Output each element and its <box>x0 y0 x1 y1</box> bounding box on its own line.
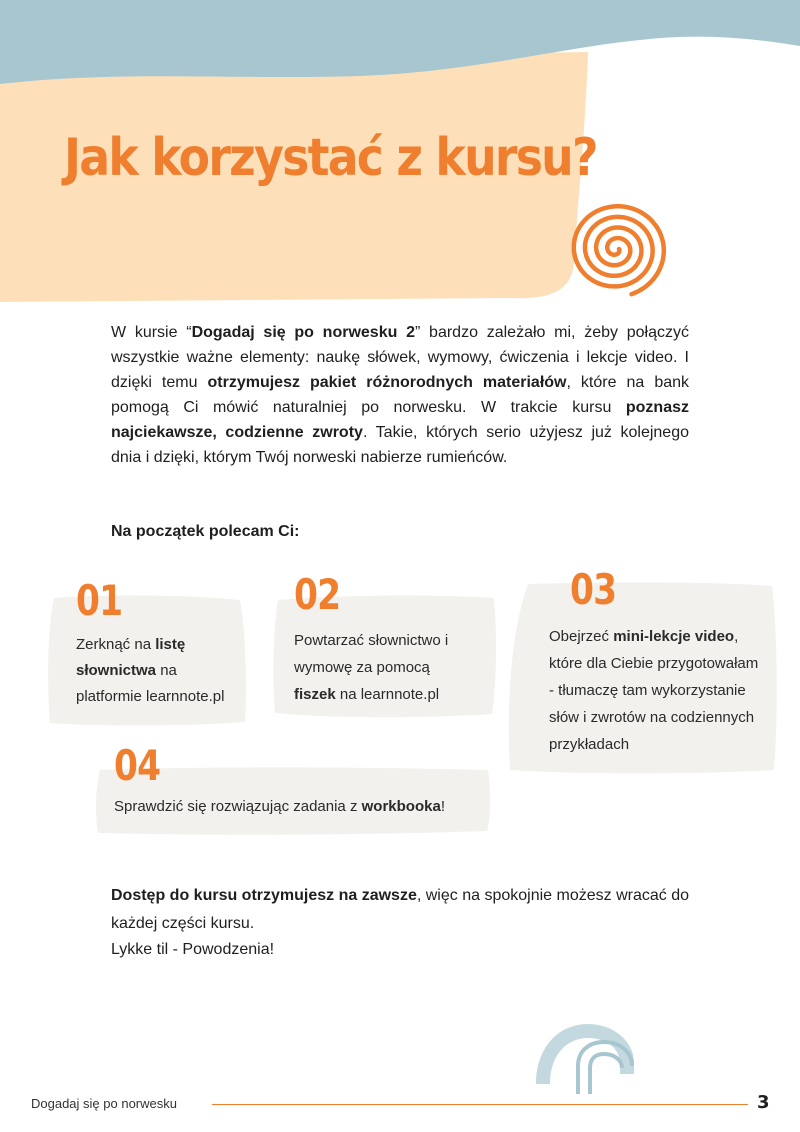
text-run: W kursie “ <box>111 324 192 341</box>
bold-text: listę słownictwa <box>76 636 186 679</box>
text-run: . Takie, których serio użyjesz już kolejnego dnia i dzięki, którym Twój norweski nabierze rumieńców. <box>111 424 689 466</box>
step-card-02 <box>270 570 498 720</box>
text-run: Sprawdzić się rozwiązując zadania z <box>114 798 362 815</box>
text-run: , więc na spokojnie możesz wracać do każdej części kursu. <box>111 887 689 932</box>
arch-decoration-icon <box>528 1018 640 1094</box>
text-run: Zerknąć na <box>76 636 156 653</box>
footer-divider <box>212 1104 748 1105</box>
step-text <box>549 623 764 758</box>
step-number: 04 <box>114 741 161 790</box>
bold-text: poznasz najciekawsze, codzienne zwroty <box>111 399 689 441</box>
footer-brand: Dogadaj się po norwesku <box>31 1096 177 1111</box>
step-card-04 <box>94 741 492 837</box>
intro-paragraph <box>111 320 689 470</box>
text-run: , które dla Ciebie przygotowałam - tłumaczę tam wykorzystanie słów i zwrotów na codziennych przykładach <box>549 628 759 753</box>
bold-text: Dostęp do kursu otrzymujesz na zawsze <box>111 887 417 904</box>
step-number: 02 <box>294 570 341 619</box>
step-card-01 <box>44 576 250 730</box>
bold-text: otrzymujesz pakiet różnorodnych materiałów <box>207 374 567 391</box>
bold-text: Dogadaj się po norwesku 2 <box>191 324 415 341</box>
step-card-03 <box>506 565 780 776</box>
step-text <box>114 793 484 820</box>
bold-text: workbooka <box>361 798 441 815</box>
text-run: , które na bank pomogą Ci mówić naturalniej po norwesku. W trakcie kursu <box>111 374 690 416</box>
closing-paragraph <box>111 882 711 938</box>
page-number: 3 <box>757 1092 770 1113</box>
text-run: Obejrzeć <box>549 628 614 645</box>
step-number: 01 <box>76 576 123 625</box>
text-run: na learnnote.pl <box>335 686 440 703</box>
bold-text: fiszek <box>294 686 336 703</box>
step-number: 03 <box>570 565 617 614</box>
blue-wave <box>0 0 800 84</box>
spiral-decoration-icon <box>560 196 672 302</box>
page-title: Jak korzystać z kursu? <box>64 128 597 188</box>
text-run: Powtarzać słownictwo i wymowę za pomocą <box>294 632 449 676</box>
text-run: ! <box>440 798 445 815</box>
text-run: ” bardzo zależało mi, żeby połączyć wszystkie ważne elementy: naukę słówek, wymowy, ćwiczenia i lekcje video. I dzięki temu <box>111 324 689 391</box>
text-run: na platformie learnnote.pl <box>76 662 225 705</box>
step-text <box>76 632 236 710</box>
step-text <box>294 627 469 708</box>
steps-heading: Na początek polecam Ci: <box>111 523 300 540</box>
bold-text: mini-lekcje video <box>613 628 735 645</box>
good-luck-text: Lykke til - Powodzenia! <box>111 941 275 958</box>
